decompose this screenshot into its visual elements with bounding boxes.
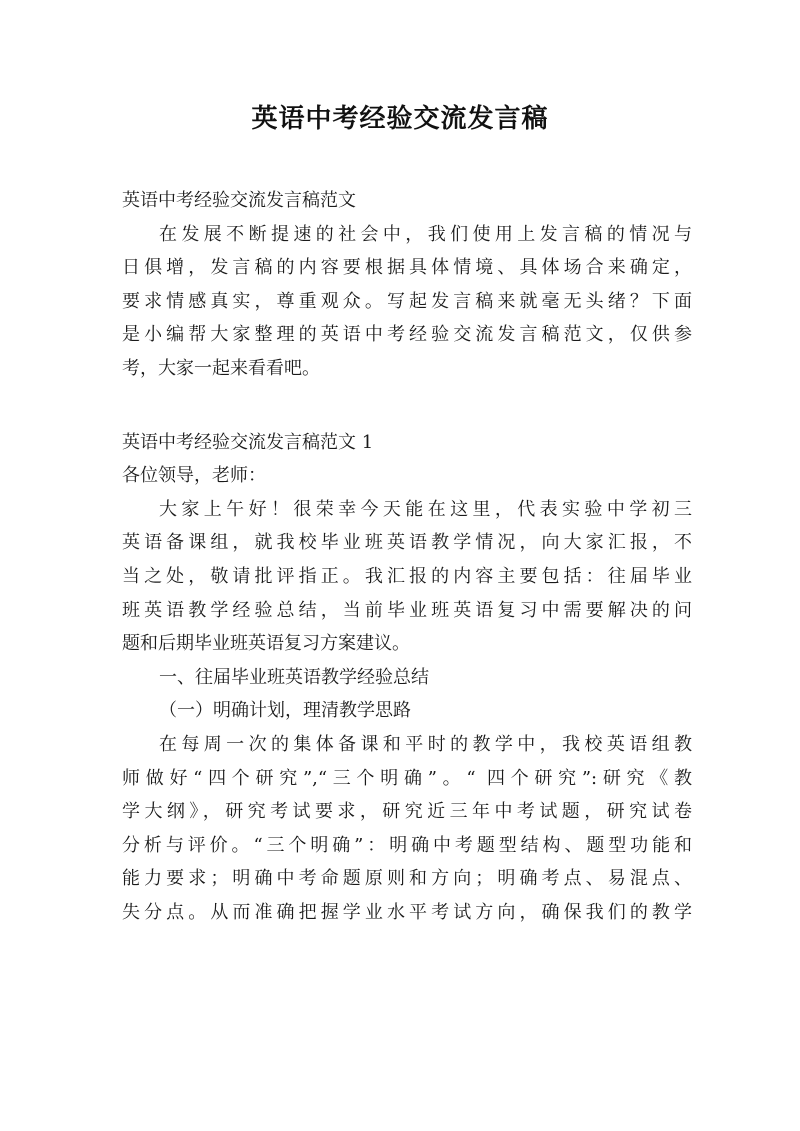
- intro-line: 要求情感真实，尊重观众。写起发言稿来就毫无头绪？下面: [122, 290, 692, 312]
- paragraph-line: 失分点。从而准确把握学业水平考试方向，确保我们的教学: [122, 901, 692, 923]
- paragraph-line: 班英语教学经验总结，当前毕业班英语复习中需要解决的问: [122, 599, 692, 621]
- document-title: 英语中考经验交流发言稿: [251, 104, 549, 134]
- intro-line: 是小编帮大家整理的英语中考经验交流发言稿范文，仅供参: [122, 324, 692, 346]
- paragraph-line: 师做好“四个研究”,“三个明确”。“ 四个研究”:研究《教: [122, 767, 692, 789]
- paragraph-gap: [122, 386, 692, 426]
- paragraph-line: 题和后期毕业班英语复习方案建议。: [122, 633, 410, 655]
- intro-line: 在发展不断提速的社会中，我们使用上发言稿的情况与: [159, 223, 692, 245]
- salutation: 各位领导，老师：: [122, 465, 266, 487]
- section-heading: 一、往届毕业班英语教学经验总结: [159, 666, 429, 688]
- paragraph-line: 在每周一次的集体备课和平时的教学中，我校英语组教: [159, 733, 692, 755]
- paragraph-line: 英语备课组，就我校毕业班英语教学情况，向大家汇报，不: [122, 532, 692, 554]
- document-body: [122, 184, 692, 929]
- paragraph-line: 当之处，敬请批评指正。我汇报的内容主要包括：往届毕业: [122, 565, 692, 587]
- paragraph-line: 学大纲》，研究考试要求，研究近三年中考试题，研究试卷: [122, 801, 692, 823]
- paragraph-line: 大家上午好！很荣幸今天能在这里，代表实验中学初三: [159, 498, 692, 520]
- intro-line: 日俱增，发言稿的内容要根据具体情境、具体场合来确定，: [122, 257, 692, 279]
- paragraph-line: 分析与评价。“三个明确”：明确中考题型结构、题型功能和: [122, 834, 692, 856]
- paragraph-line: 能力要求；明确中考命题原则和方向；明确考点、易混点、: [122, 868, 692, 890]
- subsection-heading: （一）明确计划，理清教学思路: [159, 700, 411, 722]
- intro-heading: 英语中考经验交流发言稿范文: [122, 190, 356, 211]
- essay-heading: 英语中考经验交流发言稿范文 1: [122, 431, 374, 453]
- intro-line: 考，大家一起来看看吧。: [122, 357, 320, 379]
